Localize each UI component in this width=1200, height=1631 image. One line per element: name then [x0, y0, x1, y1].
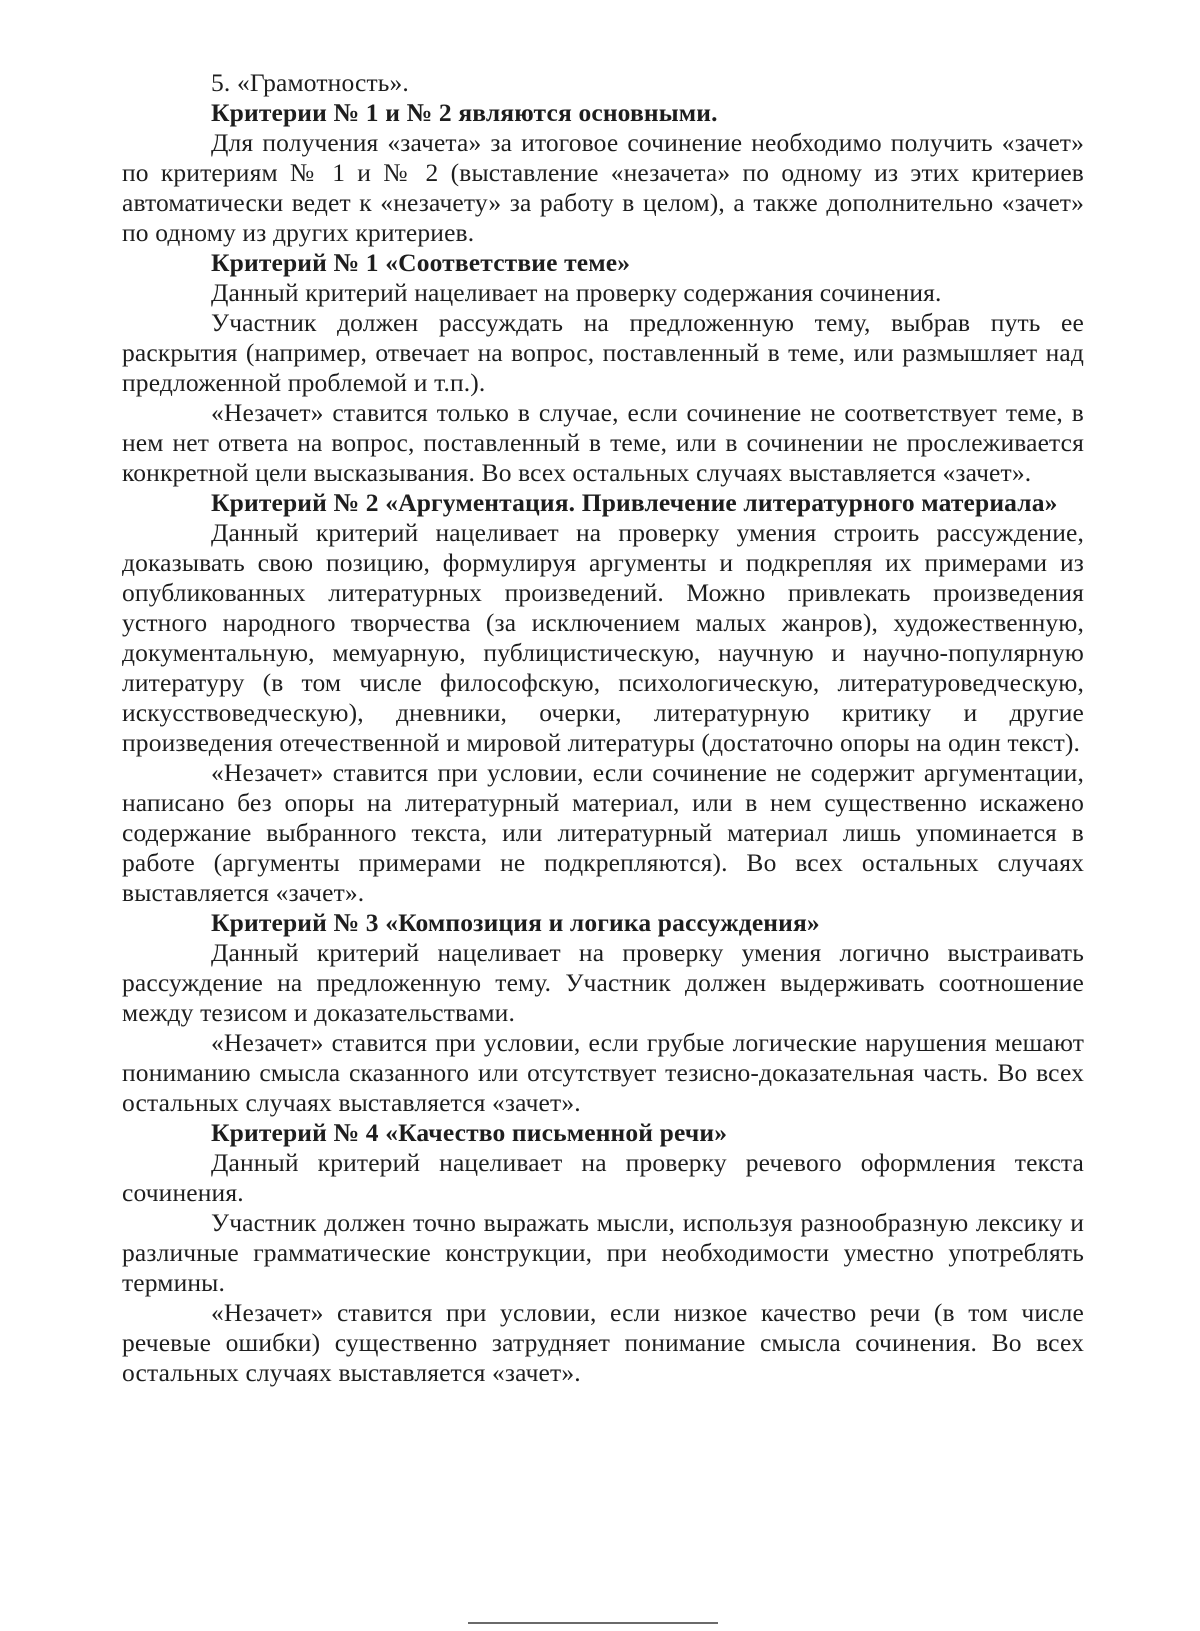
criterion-4-heading: Критерий № 4 «Качество письменной речи»: [211, 1118, 728, 1147]
criterion-1-paragraph-3: «Незачет» ставится только в случае, если сочинение не соответствует теме, в нем нет ответа на вопрос, поставленный в теме, или в сочинении не прослеживается конкретной цели высказывания. Во всех остальных случаях выставляется «зачет».: [122, 398, 1084, 487]
criterion-4-paragraph-3: «Незачет» ставится при условии, если низкое качество речи (в том числе речевые ошибки) существенно затрудняет понимание смысла сочинения. Во всех остальных случаях выставляется «зачет».: [122, 1298, 1084, 1387]
document-page: [122, 68, 1084, 1388]
criterion-3-heading: Критерий № 3 «Композиция и логика рассуждения»: [211, 908, 820, 937]
list-item-literacy: 5. «Грамотность».: [211, 68, 409, 97]
criterion-4-paragraph-1: Данный критерий нацеливает на проверку речевого оформления текста сочинения.: [122, 1148, 1084, 1207]
main-criteria-heading: Критерии № 1 и № 2 являются основными.: [211, 98, 718, 127]
criterion-4-paragraph-2: Участник должен точно выражать мысли, используя разнообразную лексику и различные грамматические конструкции, при необходимости уместно употреблять термины.: [122, 1208, 1084, 1297]
criterion-2-paragraph-1: Данный критерий нацеливает на проверку умения строить рассуждение, доказывать свою позицию, формулируя аргументы и подкрепляя их примерами из опубликованных литературных произведений. Можно привлекать произведения устного народного творчества (за исключением малых жанров), художественную, документальную, мемуарную, публицистическую, научную и научно-популярную литературу (в том числе философскую, психологическую, литературоведческую, искусствоведческую), дневники, очерки, литературную критику и другие произведения отечественной и мировой литературы (достаточно опоры на один текст).: [122, 518, 1084, 757]
main-criteria-paragraph: Для получения «зачета» за итоговое сочинение необходимо получить «зачет» по критериям № 1 и № 2 (выставление «незачета» по одному из этих критериев автоматически ведет к «незачету» за работу в целом), а также дополнительно «зачет» по одному из других критериев.: [122, 128, 1084, 247]
criterion-1-paragraph-2: Участник должен рассуждать на предложенную тему, выбрав путь ее раскрытия (например, отвечает на вопрос, поставленный в теме, или размышляет над предложенной проблемой и т.п.).: [122, 308, 1084, 397]
criterion-2-paragraph-2: «Незачет» ставится при условии, если сочинение не содержит аргументации, написано без опоры на литературный материал, или в нем существенно искажено содержание выбранного текста, или литературный материал лишь упоминается в работе (аргументы примерами не подкрепляются). Во всех остальных случаях выставляется «зачет».: [122, 758, 1084, 907]
criterion-1-heading: Критерий № 1 «Соответствие теме»: [211, 248, 631, 277]
criterion-2-heading: Критерий № 2 «Аргументация. Привлечение литературного материала»: [211, 488, 1058, 517]
criterion-3-paragraph-1: Данный критерий нацеливает на проверку умения логично выстраивать рассуждение на предложенную тему. Участник должен выдерживать соотношение между тезисом и доказательствами.: [122, 938, 1084, 1027]
page-bottom-rule: [468, 1622, 718, 1624]
criterion-1-paragraph-1: Данный критерий нацеливает на проверку содержания сочинения.: [211, 278, 942, 307]
criterion-3-paragraph-2: «Незачет» ставится при условии, если грубые логические нарушения мешают пониманию смысла сказанного или отсутствует тезисно-доказательная часть. Во всех остальных случаях выставляется «зачет».: [122, 1028, 1084, 1117]
